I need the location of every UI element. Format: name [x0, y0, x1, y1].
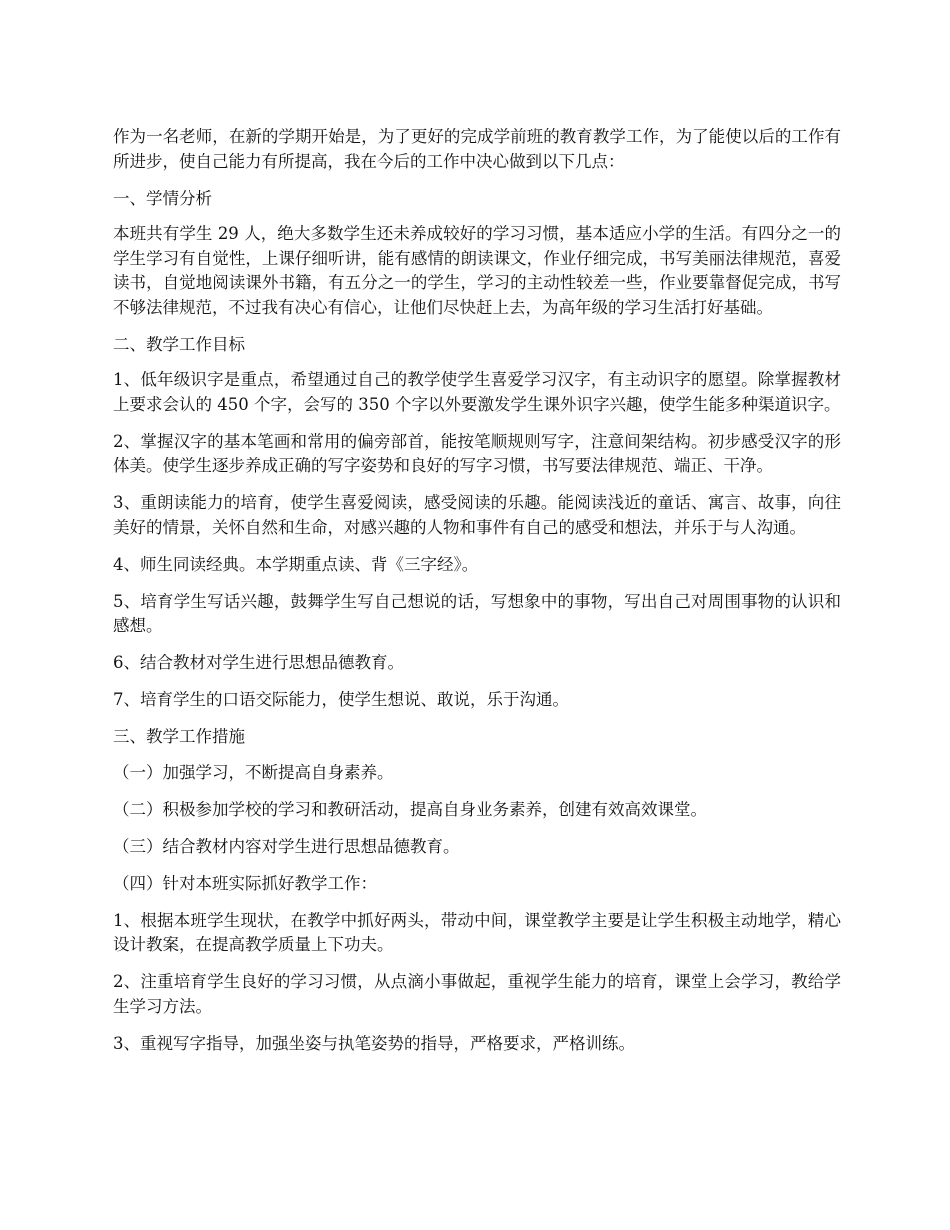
intro-paragraph: 作为一名老师，在新的学期开始是，为了更好的完成学前班的教育教学工作，为了能使以后的工作有所进步，使自己能力有所提高，我在今后的工作中决心做到以下几点： — [113, 127, 841, 171]
goal-item-2: 2、掌握汉字的基本笔画和常用的偏旁部首，能按笔顺规则写字，注意间架结构。初步感受汉字的形体美。使学生逐步养成正确的写字姿势和良好的写字习惯，书写要法律规范、端正、干净。 — [113, 431, 841, 475]
measure-item-3: 3、重视写字指导，加强坐姿与执笔姿势的指导，严格要求，严格训练。 — [113, 1033, 635, 1053]
goal-item-6: 6、结合教材对学生进行思想品德教育。 — [113, 653, 404, 672]
goal-item-5: 5、培育学生写话兴趣，鼓舞学生写自己想说的话，写想象中的事物，写出自己对周围事物的认识和感想。 — [113, 591, 841, 635]
goal-item-3: 3、重朗读能力的培育，使学生喜爱阅读，感受阅读的乐趣。能阅读浅近的童话、寓言、故事，向往美好的情景，关怀自然和生命，对感兴趣的人物和事件有自己的感受和想法，并乐于与人沟通。 — [113, 493, 841, 537]
measure-item-1: 1、根据本班学生现状，在教学中抓好两头，带动中间，课堂教学主要是让学生积极主动地学，精心设计教案，在提高教学质量上下功夫。 — [113, 910, 841, 954]
measure-item-2: 2、注重培育学生良好的学习习惯，从点滴小事做起，重视学生能力的培育，课堂上会学习，教给学生学习方法。 — [113, 972, 841, 1016]
goal-item-4: 4、师生同读经典。本学期重点读、背《三字经》。 — [113, 554, 479, 574]
goal-item-7: 7、培育学生的口语交际能力，使学生想说、敢说，乐于沟通。 — [113, 690, 569, 709]
goal-item-1: 1、低年级识字是重点，希望通过自己的教学使学生喜爱学习汉字，有主动识字的愿望。除掌握教材上要求会认的 450 个字，会写的 350 个字以外要激发学生课外识字兴趣，使学生能多种渠道识字。 — [113, 370, 841, 414]
section-heading-3: 三、教学工作措施 — [113, 727, 245, 746]
measure-subheading-4: （四）针对本班实际抓好教学工作： — [113, 873, 377, 893]
measure-subheading-1: （一）加强学习，不断提高自身素养。 — [113, 762, 394, 782]
measure-subheading-2: （二）积极参加学校的学习和教研活动，提高自身业务素养，创建有效高效课堂。 — [113, 799, 707, 819]
section-heading-1: 一、学情分析 — [113, 188, 212, 208]
document-body — [113, 125, 841, 1069]
section-heading-2: 二、教学工作目标 — [113, 334, 245, 354]
measure-subheading-3: （三）结合教材内容对学生进行思想品德教育。 — [113, 836, 460, 856]
paragraph-situation-analysis: 本班共有学生 29 人，绝大多数学生还未养成较好的学习习惯，基本适应小学的生活。有四分之一的学生学习有自觉性，上课仔细听讲，能有感情的朗读课文，作业仔细完成，书写美丽法律规范，喜爱读书，自觉地阅读课外书籍，有五分之一的学生，学习的主动性较差一些，作业要靠督促完成，书写不够法律规范，不过我有决心有信心，让他们尽快赶上去，为高年级的学习生活打好基础。 — [113, 224, 841, 317]
